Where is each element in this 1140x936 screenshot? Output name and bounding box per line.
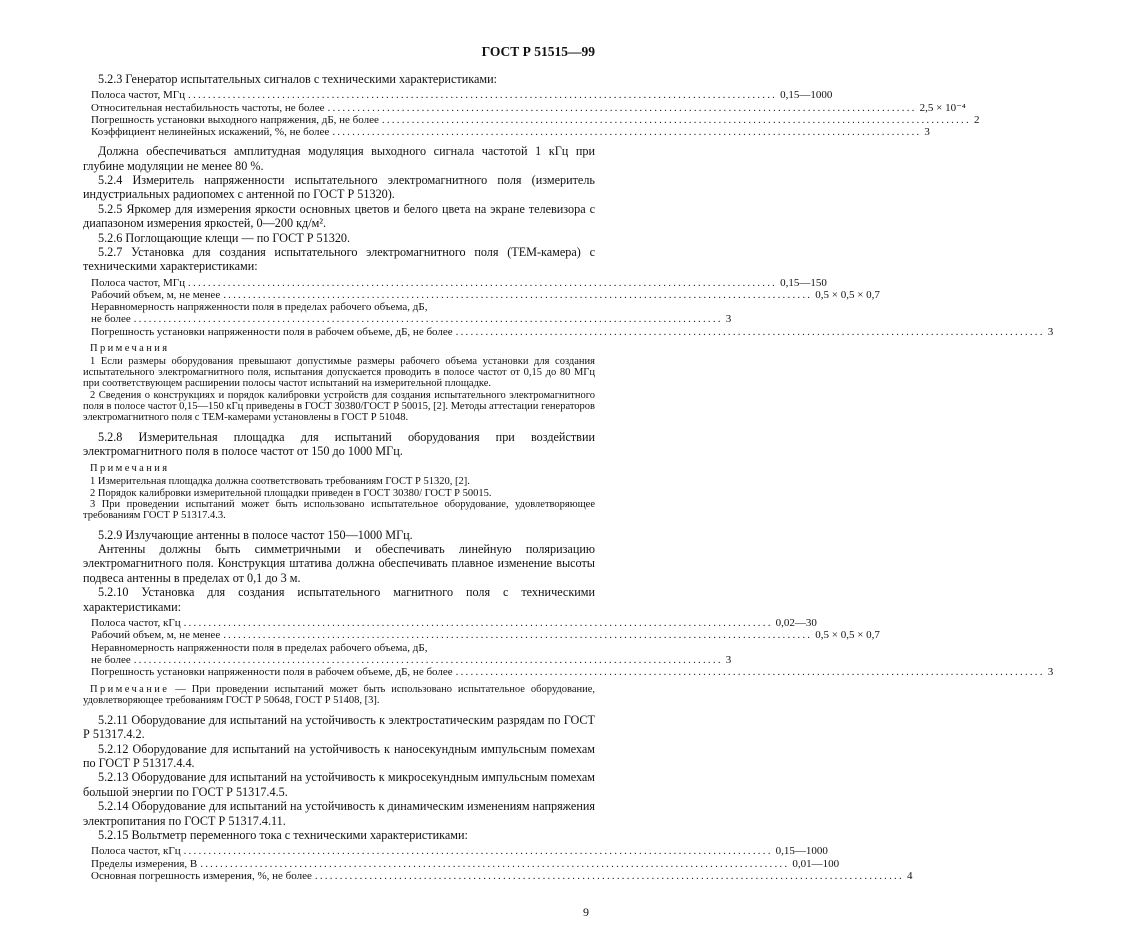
spec-row: не более ....................................................................................................................... 3 (91, 653, 732, 666)
spec-row: Полоса частот, МГц ....................................................................................................................... 0,15—1000 (91, 89, 833, 102)
spec-row: Относительная нестабильность частоты, не более ....................................................................................................................... 2,5 × 10⁻⁴ (91, 101, 966, 114)
spec-list-tem-cell (91, 276, 1054, 338)
spec-row: Рабочий объем, м, не менее ....................................................................................................................... 0,5 × 0,5 × 0,7 (91, 289, 880, 302)
paragraph: Антенны должны быть симметричными и обеспечивать линейную поляризацию электромагнитного поля. Конструкция штатива должна обеспечивать плавное изменение высоты подвеса антенны в пределах от 0,1 до 3 м. (83, 542, 595, 585)
spec-row: Основная погрешность измерения, %, не более ....................................................................................................................... 4 (91, 869, 913, 882)
spec-list-generator (91, 89, 980, 139)
spec-row: не более ....................................................................................................................... 3 (91, 313, 732, 326)
paragraph: 5.2.5 Яркомер для измерения яркости основных цветов и белого цвета на экране телевизора с диапазоном измерения яркостей, 0—200 кд/м². (83, 201, 595, 231)
spec-row: Погрешность установки напряженности поля в рабочем объеме, дБ, не более ....................................................................................................................... 3 (91, 325, 1054, 338)
note-item: 1 Измерительная площадка должна соответствовать требованиям ГОСТ Р 51320, [2]. (90, 476, 470, 488)
paragraph: 5.2.15 Вольтметр переменного тока с техническими характеристиками: (98, 827, 468, 842)
paragraph: 5.2.9 Излучающие антенны в полосе частот 150—1000 МГц. (98, 527, 413, 542)
paragraph: Должна обеспечиваться амплитудная модуляция выходного сигнала частотой 1 кГц при глубине модуляции не менее 80 %. (83, 144, 595, 173)
paragraph: 5.2.13 Оборудование для испытаний на устойчивость к микросекундным импульсным помехам большой энергии по ГОСТ Р 51317.4.5. (83, 770, 595, 799)
spec-list-voltmeter (91, 845, 913, 882)
paragraph: 5.2.7 Установка для создания испытательного электромагнитного поля (ТЕМ-камера) с техническими характеристиками: (83, 245, 595, 274)
page-body (83, 72, 1054, 882)
note-inline (83, 684, 595, 707)
section-heading-5-2-3: 5.2.3 Генератор испытательных сигналов с техническими характеристиками: (98, 72, 497, 86)
spec-list-magnetic (91, 617, 1054, 678)
note-item: 2 Сведения о конструкциях и порядок калибровки устройств для создания испытательного электромагнитного поля в полосе частот 0,15—150 кГц приведены в ГОСТ 30380/ГОСТ Р 50015, [2]. Методы аттестации генераторов электромагнитного поля с ТЕМ-камерами установлены в ГОСТ Р 51048. (83, 389, 595, 424)
page-number: 9 (583, 905, 589, 919)
note-item: 1 Если размеры оборудования превышают допустимые размеры рабочего объема установки для создания испытательного электромагнитного поля, испытания допускается проводить в полосе частот от 0,15 до 80 МГц при соответствующем расширении полосы частот испытаний на измерительной площадке. (83, 355, 595, 390)
paragraph: 5.2.6 Поглощающие клещи — по ГОСТ Р 51320. (98, 230, 351, 245)
spec-row: Погрешность установки напряженности поля в рабочем объеме, дБ, не более ....................................................................................................................... 3 (91, 665, 1054, 678)
document-header: ГОСТ Р 51515—99 (481, 44, 595, 59)
spec-row: Коэффициент нелинейных искажений, %, не более ....................................................................................................................... 3 (91, 126, 930, 139)
note-item: 2 Порядок калибровки измерительной площадки приведен в ГОСТ 30380/ ГОСТ Р 50015. (90, 487, 492, 499)
paragraph: 5.2.4 Измеритель напряженности испытательного электромагнитного поля (измеритель индустриальных радиопомех с антенной по ГОСТ Р 51320). (83, 173, 595, 202)
note-text: — При проведении испытаний может быть использовано испытательное оборудование, удовлетворяющее требованиям ГОСТ Р 50648, ГОСТ Р 51408, [3]. (83, 684, 596, 707)
spec-row: Пределы измерения, В ....................................................................................................................... 0,01—100 (91, 857, 840, 870)
spec-row-label: Неравномерность напряженности поля в пределах рабочего объема, дБ, (91, 641, 428, 654)
note-title: Примечание (90, 684, 170, 696)
spec-row: Полоса частот, кГц ....................................................................................................................... 0,02—30 (91, 617, 817, 630)
notes-title: Примечания (90, 342, 170, 354)
paragraph: 5.2.11 Оборудование для испытаний на устойчивость к электростатическим разрядам по ГОСТ Р 51317.4.2. (83, 712, 595, 742)
paragraph: 5.2.12 Оборудование для испытаний на устойчивость к наносекундным импульсным помехам по ГОСТ Р 51317.4.4. (83, 741, 595, 770)
notes-title: Примечания (90, 463, 170, 475)
note-item: 3 При проведении испытаний может быть использовано испытательное оборудование, удовлетворяющее требованиям ГОСТ Р 51317.4.3. (83, 499, 595, 522)
spec-row-label: Неравномерность напряженности поля в пределах рабочего объема, дБ, (91, 301, 428, 314)
paragraph: 5.2.8 Измерительная площадка для испытаний оборудования при воздействии электромагнитного поля в полосе частот от 150 до 1000 МГц. (83, 429, 595, 459)
spec-row: Рабочий объем, м, не менее ....................................................................................................................... 0,5 × 0,5 × 0,7 (91, 629, 880, 642)
paragraph: 5.2.14 Оборудование для испытаний на устойчивость к динамическим изменениям напряжения электропитания по ГОСТ Р 51317.4.11. (83, 799, 595, 828)
spec-row: Погрешность установки выходного напряжения, дБ, не более ....................................................................................................................... 2 (91, 113, 980, 126)
spec-row: Полоса частот, МГц ....................................................................................................................... 0,15—150 (91, 276, 827, 289)
paragraph: 5.2.10 Установка для создания испытательного магнитного поля с техническими характеристиками: (83, 585, 595, 614)
spec-row: Полоса частот, кГц ....................................................................................................................... 0,15—1000 (91, 845, 828, 858)
